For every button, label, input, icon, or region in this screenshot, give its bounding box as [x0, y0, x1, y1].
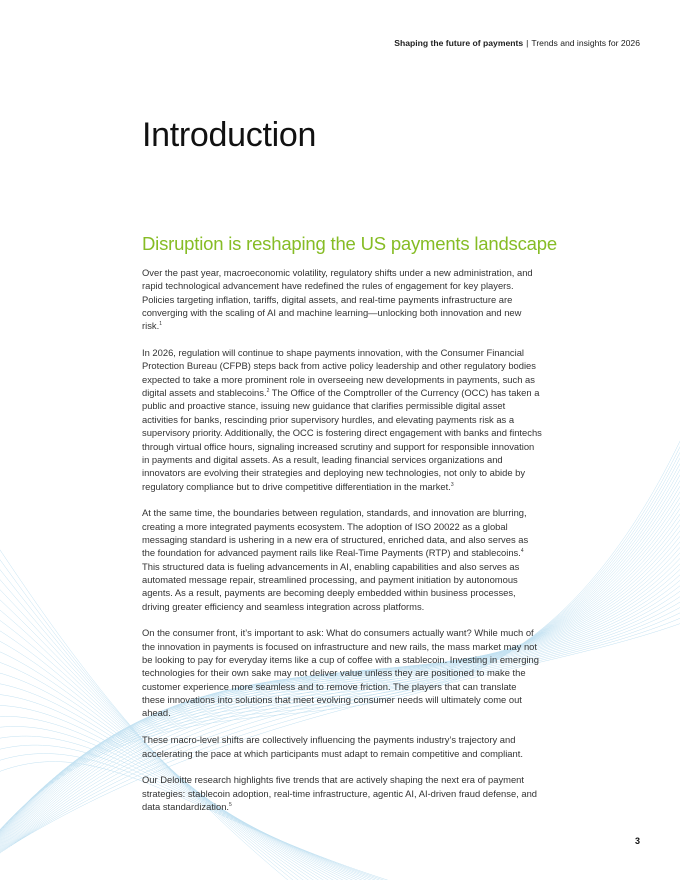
running-header — [394, 38, 640, 48]
footnote-ref-5[interactable]: 5 — [229, 801, 232, 808]
paragraph-2-text-cont: The Office of the Comptroller of the Currency (OCC) has taken a public and proactive stance, issuing new guidance that clarifies permissible digital asset activities for banks, rescinding prior supervisory hurdles, and elevating payments risk as a supervisory priority. Additionally, the OCC is fostering direct engagement with banks and fintechs through virtual office hours, signaling increased scrutiny and support for responsible innovation in payments and digital assets. As a result, leading financial services organizations and innovators are evolving their strategies and deploying new technologies, not only to abide by regulatory compliance but to drive competitive differentiation in the market. — [142, 387, 542, 492]
header-separator: | — [526, 38, 529, 48]
paragraph-3-text-cont: This structured data is fueling advancements in AI, enabling capabilities and also serves as automated message repair, streamlined processing, and payment initiation by autonomous agents. As a result, payments are becoming deeply embedded within business processes, driving greater efficiency and seamless integration across platforms. — [142, 560, 520, 612]
page-number: 3 — [634, 836, 640, 846]
footnote-ref-4[interactable]: 4 — [520, 548, 524, 555]
paragraph-4 — [142, 626, 542, 719]
paragraph-3 — [142, 506, 542, 613]
paragraph-6 — [142, 773, 542, 813]
header-report-subtitle: Trends and insights for 2026 — [531, 38, 640, 48]
paragraph-5-text: These macro-level shifts are collectively influencing the payments industry’s trajectory and accelerating the pace at which participants must adapt to remain competitive and compliant. — [142, 734, 523, 759]
footnote-ref-1[interactable]: 1 — [159, 321, 162, 328]
section-heading: Disruption is reshaping the US payments landscape — [142, 233, 557, 254]
page-title: Introduction — [142, 116, 317, 154]
paragraph-1-text: Over the past year, macroeconomic volatility, regulatory shifts under a new administration, and rapid technological advancement have redefined the rules of engagement for key players. Policies targeting inflation, tariffs, digital assets, and real-time payments infrastructure are converging with the scaling of AI and machine learning—unlocking both innovation and new risk. — [142, 267, 533, 332]
paragraph-6-text: Our Deloitte research highlights five trends that are actively shaping the next era of payment strategies: stablecoin adoption, real-time infrastructure, agentic AI, AI-driven fraud defense, and data standardization. — [142, 774, 538, 812]
paragraph-2 — [142, 346, 542, 493]
body-text — [142, 266, 542, 827]
footnote-ref-3[interactable]: 3 — [450, 481, 454, 488]
paragraph-5 — [142, 733, 542, 760]
header-report-title: Shaping the future of payments — [394, 38, 524, 48]
footnote-ref-2[interactable]: 2 — [266, 388, 270, 395]
paragraph-4-text: On the consumer front, it’s important to ask: What do consumers actually want? While much of the innovation in payments is focused on infrastructure and new rails, the mass market may not be looking to pay for everyday items like a cup of coffee with a stablecoin. Investing in emerging technologies for their own sake may not deliver value unless they are positioned to make the customer experience more seamless and to remove friction. The players that can translate these innovations into solutions that meet evolving consumer needs will ultimately come out ahead. — [142, 627, 539, 719]
paragraph-1 — [142, 266, 542, 333]
paragraph-3-text: At the same time, the boundaries between regulation, standards, and innovation are blurring, creating a more integrated payments ecosystem. The adoption of ISO 20022 as a global messaging standard is ushering in a new era of structured, enriched data, and also serves as the foundation for advanced payment rails like Real-Time Payments (RTP) and stablecoins. — [142, 507, 529, 559]
paragraph-2-text: In 2026, regulation will continue to shape payments innovation, with the Consumer Financial Protection Bureau (CFPB) steps back from active policy leadership and other regulatory bodies expected to take a more prominent role in overseeing new developments in payments, such as digital assets and stablecoins. — [142, 347, 536, 399]
